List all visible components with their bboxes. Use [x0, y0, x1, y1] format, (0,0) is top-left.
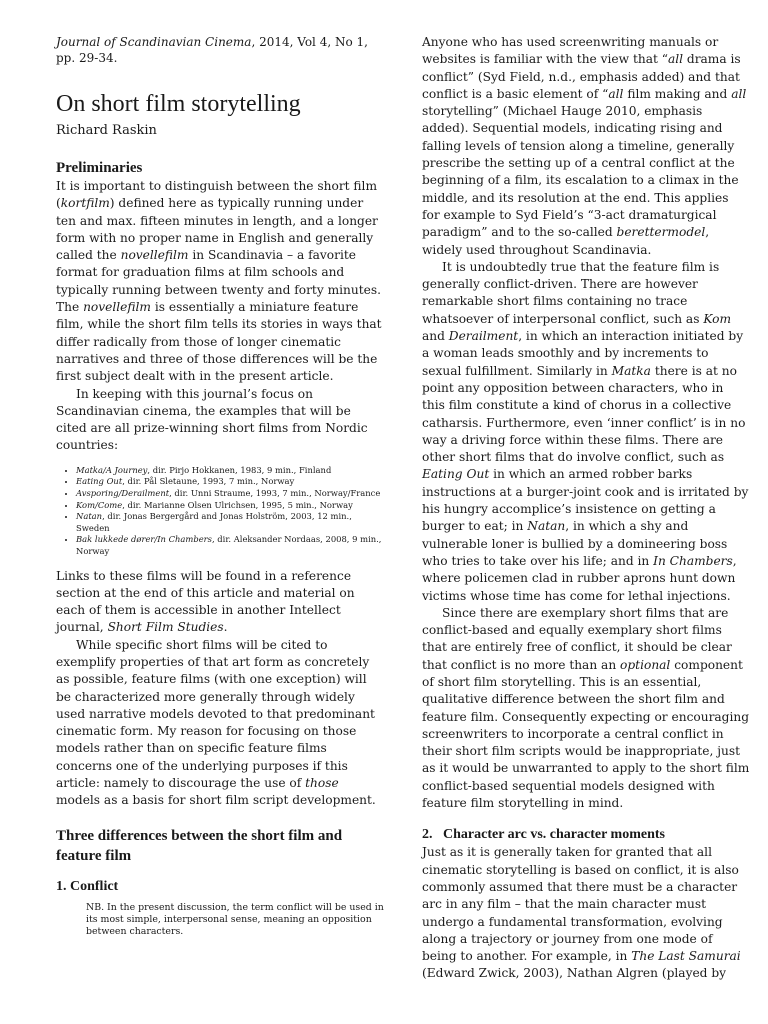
right-column: [422, 34, 750, 983]
paragraph: Since there are exemplary short films that are conflict-based and equally exemplary short films that are entirely free of conflict, it should be clear that conflict is no more than an optional component of short film storytelling. This is an essential, qualitative difference between the short film and feature film. Consequently expecting or encouraging screenwriters to incorporate a central conflict in their short film scripts would be inappropriate, just as it would be unwarranted to apply to the short film conflict-based sequential models designed with feature film storytelling in mind.: [422, 605, 750, 811]
author-name: Richard Raskin: [56, 123, 157, 138]
film-list-item: • Kom/Come, dir. Marianne Olsen Ulrichsen, 1995, 5 min., Norway: [76, 500, 384, 512]
heading-preliminaries: Preliminaries: [56, 160, 143, 176]
film-list-item: • Avsporing/Derailment, dir. Unni Straume, 1993, 7 min., Norway/France: [76, 488, 384, 500]
film-list-item: • Eating Out, dir. Pål Sletaune, 1993, 7 min., Norway: [76, 476, 384, 488]
journal-name: Journal of Scandinavian Cinema: [56, 35, 252, 49]
paragraph: It is undoubtedly true that the feature film is generally conflict-driven. There are however remarkable short films containing no trace whatsoever of interpersonal conflict, such as Kom and Derailment, in which an interaction initiated by a woman leads smoothly and by increments to sexual fulfillment. Similarly in Matka there is at no point any opposition between characters, who in this film constitute a kind of chorus in a collective catharsis. Furthermore, even ‘inner conflict’ is in no way a driving force within these films. There are other short films that do involve conflict, such as Eating Out in which an armed robber barks instructions at a burger-joint cook and is irritated by his hungry accomplice’s insistence on getting a burger to eat; in Natan, in which a shy and vulnerable loner is bullied by a domineering boss who tries to take over his life; and in In Chambers, where policemen clad in rubber aprons hunt down victims whose time has come for lethal injections.: [422, 259, 749, 603]
film-list: [56, 465, 384, 558]
note: NB. In the present discussion, the term conflict will be used in its most simple, interpersonal sense, meaning an opposition between characters.: [86, 901, 384, 938]
citation-details: , 2014, Vol 4, No 1, pp. 29-34.: [56, 35, 368, 65]
paragraph: Just as it is generally taken for granted that all cinematic storytelling is based on conflict, it is also commonly assumed that there must be a character arc in any film – that the main character must undergo a fundamental transformation, evolving along a trajectory or journey from one mode of being to another. For example, in The Last Samurai (Edward Zwick, 2003), Nathan Algren (played by: [422, 845, 741, 981]
film-list-item: • Natan, dir. Jonas Bergergård and Jonas Holström, 2003, 12 min., Sweden: [76, 511, 384, 534]
article-title: On short film storytelling: [56, 91, 301, 117]
heading-three-differences: Three differences between the short film and feature film: [56, 827, 343, 864]
heading-conflict: 1. Conflict: [56, 878, 119, 894]
heading-character-arc: 2. Character arc vs. character moments: [422, 827, 665, 843]
paragraph: While specific short films will be cited to exemplify properties of that art form as concretely as possible, feature films (with one exception) will be characterized more generally through widely used narrative models devoted to that predominant cinematic form. My reason for focusing on those models rather than on specific feature films concerns one of the underlying purposes if this article: namely to discourage the use of those models as a basis for short film script development.: [56, 637, 376, 808]
paragraph: Anyone who has used screenwriting manuals or websites is familiar with the view that “all drama is conflict” (Syd Field, n.d., emphasis added) and that conflict is a basic element of “all film making and all storytelling” (Michael Hauge 2010, emphasis added). Sequential models, indicating rising and falling levels of tension along a timeline, generally prescribe the setting up of a central conflict at the beginning of a film, its escalation to a climax in the middle, and its resolution at the end. This applies for example to Syd Field’s “3-act dramaturgical paradigm” and to the so-called berettermodel, widely used throughout Scandinavia.: [422, 35, 747, 257]
film-list-item: • Bak lukkede dører/In Chambers, dir. Aleksander Nordaas, 2008, 9 min., Norway: [76, 534, 384, 557]
left-column: [56, 34, 384, 939]
citation: [56, 34, 384, 66]
film-list-item: • Matka/A Journey, dir. Pirjo Hokkanen, 1983, 9 min., Finland: [76, 465, 384, 477]
paragraph: It is important to distinguish between the short film (kortfilm) defined here as typically running under ten and max. fifteen minutes in length, and a longer form with no proper name in English and generally called the novellefilm in Scandinavia – a favorite format for graduation films at film schools and typically running between twenty and forty minutes. The novellefilm is essentially a miniature feature film, while the short film tells its stories in ways that differ radically from those of longer cinematic narratives and three of those differences will be the first subject dealt with in the present article.: [56, 179, 382, 384]
paragraph: Links to these films will be found in a reference section at the end of this article and material on each of them is accessible in another Intellect journal, Short Film Studies.: [56, 568, 355, 635]
paragraph: In keeping with this journal’s focus on Scandinavian cinema, the examples that will be cited are all prize-winning short films from Nordic countries:: [56, 386, 368, 453]
